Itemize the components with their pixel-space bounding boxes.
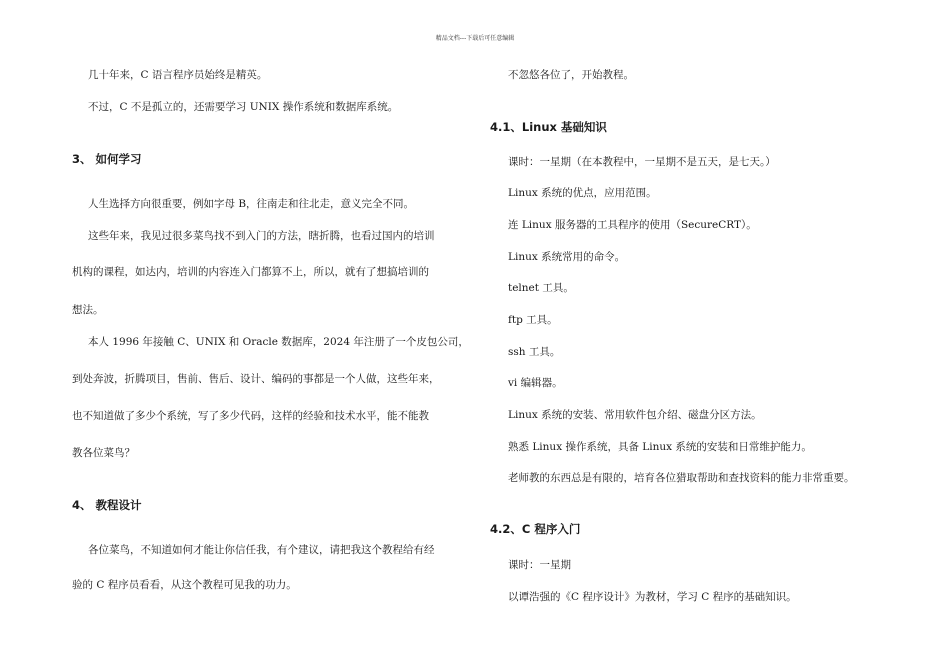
paragraph: 不过，C 不是孤立的，还需要学习 UNIX 操作系统和数据库系统。 [88, 101, 399, 113]
section-heading: 4.1、Linux 基础知识 [490, 120, 607, 134]
paragraph-line: 到处奔波，折腾项目，售前、售后、设计、编码的事都是一个人做，这些年来， [72, 373, 440, 385]
paragraph-line: 本人 1996 年接触 C、UNIX 和 Oracle 数据库，2024 年注册了一个皮包公司， [88, 336, 469, 348]
list-item: 连 Linux 服务器的工具程序的使用（SecureCRT）。 [508, 219, 757, 231]
list-item: 老师教的东西总是有限的，培育各位猎取帮助和查找资料的能力非常重要。 [508, 472, 855, 484]
paragraph-line: 机构的课程，如达内，培训的内容连入门都算不上，所以，就有了想搞培训的 [72, 266, 429, 278]
list-item: ssh 工具。 [508, 346, 561, 358]
section-heading: 3、 如何学习 [72, 152, 142, 166]
paragraph-line: 验的 C 程序员看看，从这个教程可见我的功力。 [72, 579, 297, 591]
paragraph: 人生选择方向很重要，例如字母 B，往南走和往北走，意义完全不同。 [88, 198, 415, 210]
section-heading: 4.2、C 程序入门 [490, 522, 581, 536]
list-item: vi 编辑器。 [508, 377, 563, 389]
list-item: Linux 系统的优点，应用范围。 [508, 187, 657, 199]
page-header: 精品文档---下载后可任意编辑 [435, 35, 515, 42]
section-heading: 4、 教程设计 [72, 498, 142, 512]
list-item: 课时：一星期（在本教程中，一星期不是五天，是七天。） [508, 156, 776, 168]
paragraph-line: 也不知道做了多少个系统，写了多少代码，这样的经验和技术水平，能不能教 [72, 410, 429, 422]
list-item: ftp 工具。 [508, 314, 558, 326]
paragraph: 不忽悠各位了，开始教程。 [508, 69, 634, 81]
list-item: Linux 系统常用的命令。 [508, 251, 626, 263]
list-item: 课时：一星期 [508, 559, 571, 571]
paragraph-line: 教各位菜鸟？ [72, 447, 135, 459]
paragraph-line: 这些年来，我见过很多菜鸟找不到入门的方法，瞎折腾，也看过国内的培训 [88, 230, 435, 242]
paragraph-line: 各位菜鸟，不知道如何才能让你信任我，有个建议，请把我这个教程给有经 [88, 544, 435, 556]
list-item: Linux 系统的安装、常用软件包介绍、磁盘分区方法。 [508, 409, 762, 421]
list-item: 以谭浩强的《C 程序设计》为教材，学习 C 程序的基础知识。 [508, 591, 797, 603]
paragraph-line: 想法。 [72, 304, 104, 316]
list-item: 熟悉 Linux 操作系统，具备 Linux 系统的安装和日常维护能力。 [508, 441, 812, 453]
paragraph: 几十年来，C 语言程序员始终是精英。 [88, 69, 268, 81]
list-item: telnet 工具。 [508, 282, 574, 294]
